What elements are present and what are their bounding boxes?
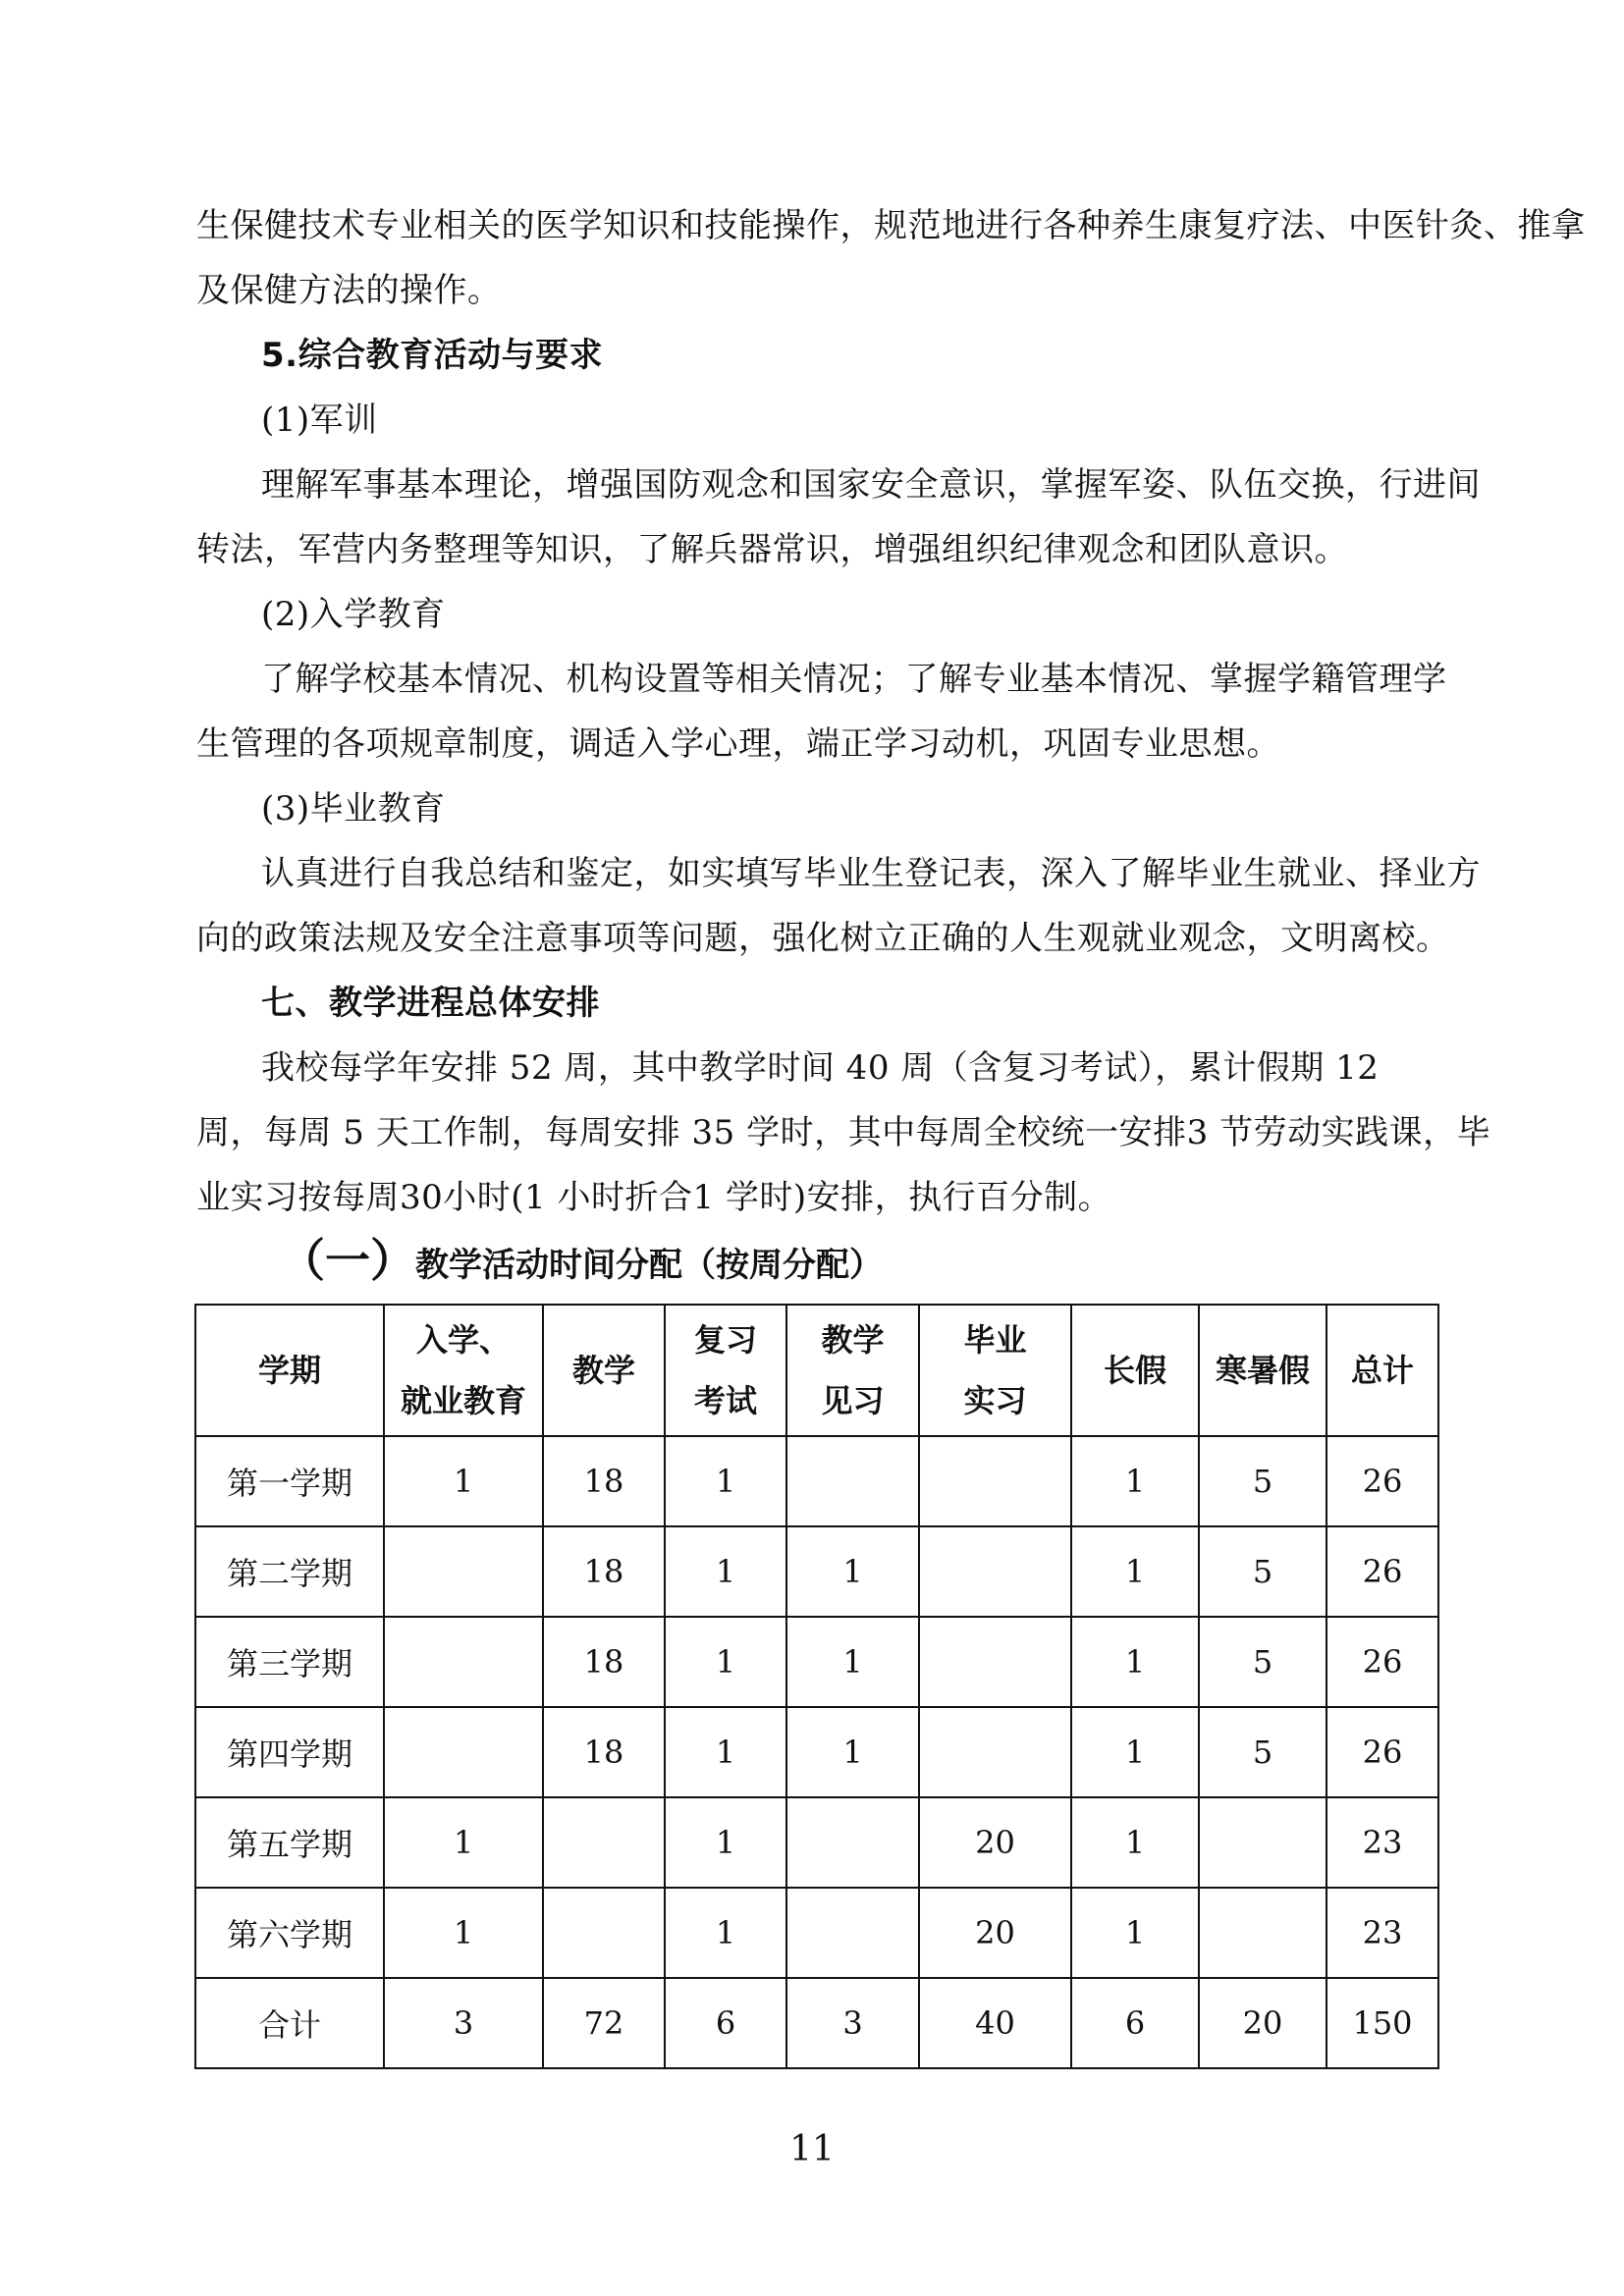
table-cell: 第三学期 bbox=[195, 1617, 384, 1707]
table-cell: 5 bbox=[1199, 1526, 1326, 1617]
table-cell: 1 bbox=[384, 1797, 543, 1888]
table-cell: 6 bbox=[1071, 1978, 1199, 2068]
table-cell: 26 bbox=[1326, 1526, 1438, 1617]
table-header-row bbox=[195, 1305, 1438, 1436]
table-row bbox=[195, 1707, 1438, 1797]
table-total-row bbox=[195, 1978, 1438, 2068]
table-cell bbox=[919, 1707, 1071, 1797]
table-cell: 1 bbox=[786, 1707, 919, 1797]
table-cell: 1 bbox=[1071, 1888, 1199, 1978]
table-cell: 1 bbox=[665, 1797, 786, 1888]
header-orientation: 入学、 就业教育 bbox=[384, 1305, 543, 1436]
header-semester: 学期 bbox=[195, 1305, 384, 1436]
table-cell: 3 bbox=[384, 1978, 543, 2068]
table-cell: 20 bbox=[919, 1797, 1071, 1888]
table-cell: 第五学期 bbox=[195, 1797, 384, 1888]
table-cell: 18 bbox=[543, 1617, 665, 1707]
page-number: 11 bbox=[789, 2129, 835, 2169]
table-row bbox=[195, 1888, 1438, 1978]
table-cell: 1 bbox=[384, 1888, 543, 1978]
table-cell bbox=[786, 1888, 919, 1978]
table-cell bbox=[1199, 1888, 1326, 1978]
header-review-exam: 复习 考试 bbox=[665, 1305, 786, 1436]
body-text-line: 向的政策法规及安全注意事项等问题，强化树立正确的人生观就业观念，文明离校。 bbox=[196, 919, 1450, 958]
table-cell: 1 bbox=[1071, 1617, 1199, 1707]
body-text-line: 及保健方法的操作。 bbox=[196, 271, 502, 310]
header-total: 总计 bbox=[1326, 1305, 1438, 1436]
table-cell: 3 bbox=[786, 1978, 919, 2068]
table-cell: 1 bbox=[665, 1526, 786, 1617]
table-cell bbox=[543, 1888, 665, 1978]
table-cell: 1 bbox=[384, 1436, 543, 1526]
table-cell: 26 bbox=[1326, 1436, 1438, 1526]
body-text-line: 生保健技术专业相关的医学知识和技能操作，规范地进行各种养生康复疗法、中医针灸、推拿 bbox=[196, 206, 1586, 245]
table-cell: 1 bbox=[665, 1888, 786, 1978]
table-cell: 6 bbox=[665, 1978, 786, 2068]
table-cell: 1 bbox=[665, 1707, 786, 1797]
table-cell: 40 bbox=[919, 1978, 1071, 2068]
chapter-heading: 七、教学进程总体安排 bbox=[261, 984, 600, 1023]
body-text-line: 理解军事基本理论，增强国防观念和国家安全意识，掌握军姿、队伍交换，行进间 bbox=[261, 465, 1481, 505]
table-cell: 150 bbox=[1326, 1978, 1438, 2068]
table-cell: 合计 bbox=[195, 1978, 384, 2068]
header-long-holiday: 长假 bbox=[1071, 1305, 1199, 1436]
table-cell: 18 bbox=[543, 1436, 665, 1526]
body-text-line: 认真进行自我总结和鉴定，如实填写毕业生登记表，深入了解毕业生就业、择业方 bbox=[261, 854, 1481, 893]
table-cell: 5 bbox=[1199, 1707, 1326, 1797]
table-cell bbox=[919, 1526, 1071, 1617]
table-cell: 1 bbox=[786, 1526, 919, 1617]
subsection-heading: (1)军训 bbox=[261, 400, 378, 440]
table-cell: 18 bbox=[543, 1707, 665, 1797]
subsection-heading: (2)入学教育 bbox=[261, 595, 446, 634]
table-row bbox=[195, 1797, 1438, 1888]
table-cell: 1 bbox=[665, 1436, 786, 1526]
table-cell: 18 bbox=[543, 1526, 665, 1617]
body-text-line: 生管理的各项规章制度，调适入学心理，端正学习动机，巩固专业思想。 bbox=[196, 724, 1280, 764]
table-row bbox=[195, 1617, 1438, 1707]
table-cell: 1 bbox=[1071, 1436, 1199, 1526]
table-cell bbox=[384, 1526, 543, 1617]
table-cell: 26 bbox=[1326, 1707, 1438, 1797]
table-cell: 1 bbox=[786, 1617, 919, 1707]
body-text-line: 了解学校基本情况、机构设置等相关情况；了解专业基本情况、掌握学籍管理学 bbox=[261, 660, 1447, 699]
table-cell: 第二学期 bbox=[195, 1526, 384, 1617]
header-practicum: 教学 见习 bbox=[786, 1305, 919, 1436]
table-cell bbox=[384, 1707, 543, 1797]
schedule-table bbox=[194, 1304, 1439, 2069]
table-cell bbox=[786, 1436, 919, 1526]
table-cell bbox=[384, 1617, 543, 1707]
table-title-text: 教学活动时间分配（按周分配） bbox=[415, 1246, 883, 1285]
header-teaching: 教学 bbox=[543, 1305, 665, 1436]
body-text-line: 转法，军营内务整理等知识，了解兵器常识，增强组织纪律观念和团队意识。 bbox=[196, 530, 1348, 569]
table-cell bbox=[786, 1797, 919, 1888]
table-cell: 第六学期 bbox=[195, 1888, 384, 1978]
table-cell bbox=[919, 1617, 1071, 1707]
table-title bbox=[280, 1234, 883, 1287]
table-cell: 23 bbox=[1326, 1888, 1438, 1978]
header-vacation: 寒暑假 bbox=[1199, 1305, 1326, 1436]
section-heading: 5.综合教育活动与要求 bbox=[261, 336, 604, 375]
table-cell: 1 bbox=[1071, 1707, 1199, 1797]
table-cell: 20 bbox=[1199, 1978, 1326, 2068]
table-cell: 5 bbox=[1199, 1436, 1326, 1526]
table-cell: 1 bbox=[665, 1617, 786, 1707]
table-cell: 1 bbox=[1071, 1797, 1199, 1888]
subsection-heading: (3)毕业教育 bbox=[261, 789, 446, 828]
body-text-line: 周，每周 5 天工作制，每周安排 35 学时，其中每周全校统一安排3 节劳动实践课，毕 bbox=[196, 1113, 1491, 1152]
table-cell: 20 bbox=[919, 1888, 1071, 1978]
table-cell bbox=[543, 1797, 665, 1888]
body-text-line: 我校每学年安排 52 周，其中教学时间 40 周（含复习考试），累计假期 12 bbox=[261, 1048, 1380, 1088]
table-cell: 5 bbox=[1199, 1617, 1326, 1707]
table-cell: 第四学期 bbox=[195, 1707, 384, 1797]
table-row bbox=[195, 1436, 1438, 1526]
table-cell: 72 bbox=[543, 1978, 665, 2068]
table-cell: 23 bbox=[1326, 1797, 1438, 1888]
table-cell: 26 bbox=[1326, 1617, 1438, 1707]
table-title-prefix: （一） bbox=[280, 1234, 415, 1287]
table-cell: 1 bbox=[1071, 1526, 1199, 1617]
header-internship: 毕业 实习 bbox=[919, 1305, 1071, 1436]
table-row bbox=[195, 1526, 1438, 1617]
table-cell bbox=[919, 1436, 1071, 1526]
body-text-line: 业实习按每周30小时(1 小时折合1 学时)安排，执行百分制。 bbox=[196, 1178, 1112, 1217]
table-cell bbox=[1199, 1797, 1326, 1888]
table-cell: 第一学期 bbox=[195, 1436, 384, 1526]
